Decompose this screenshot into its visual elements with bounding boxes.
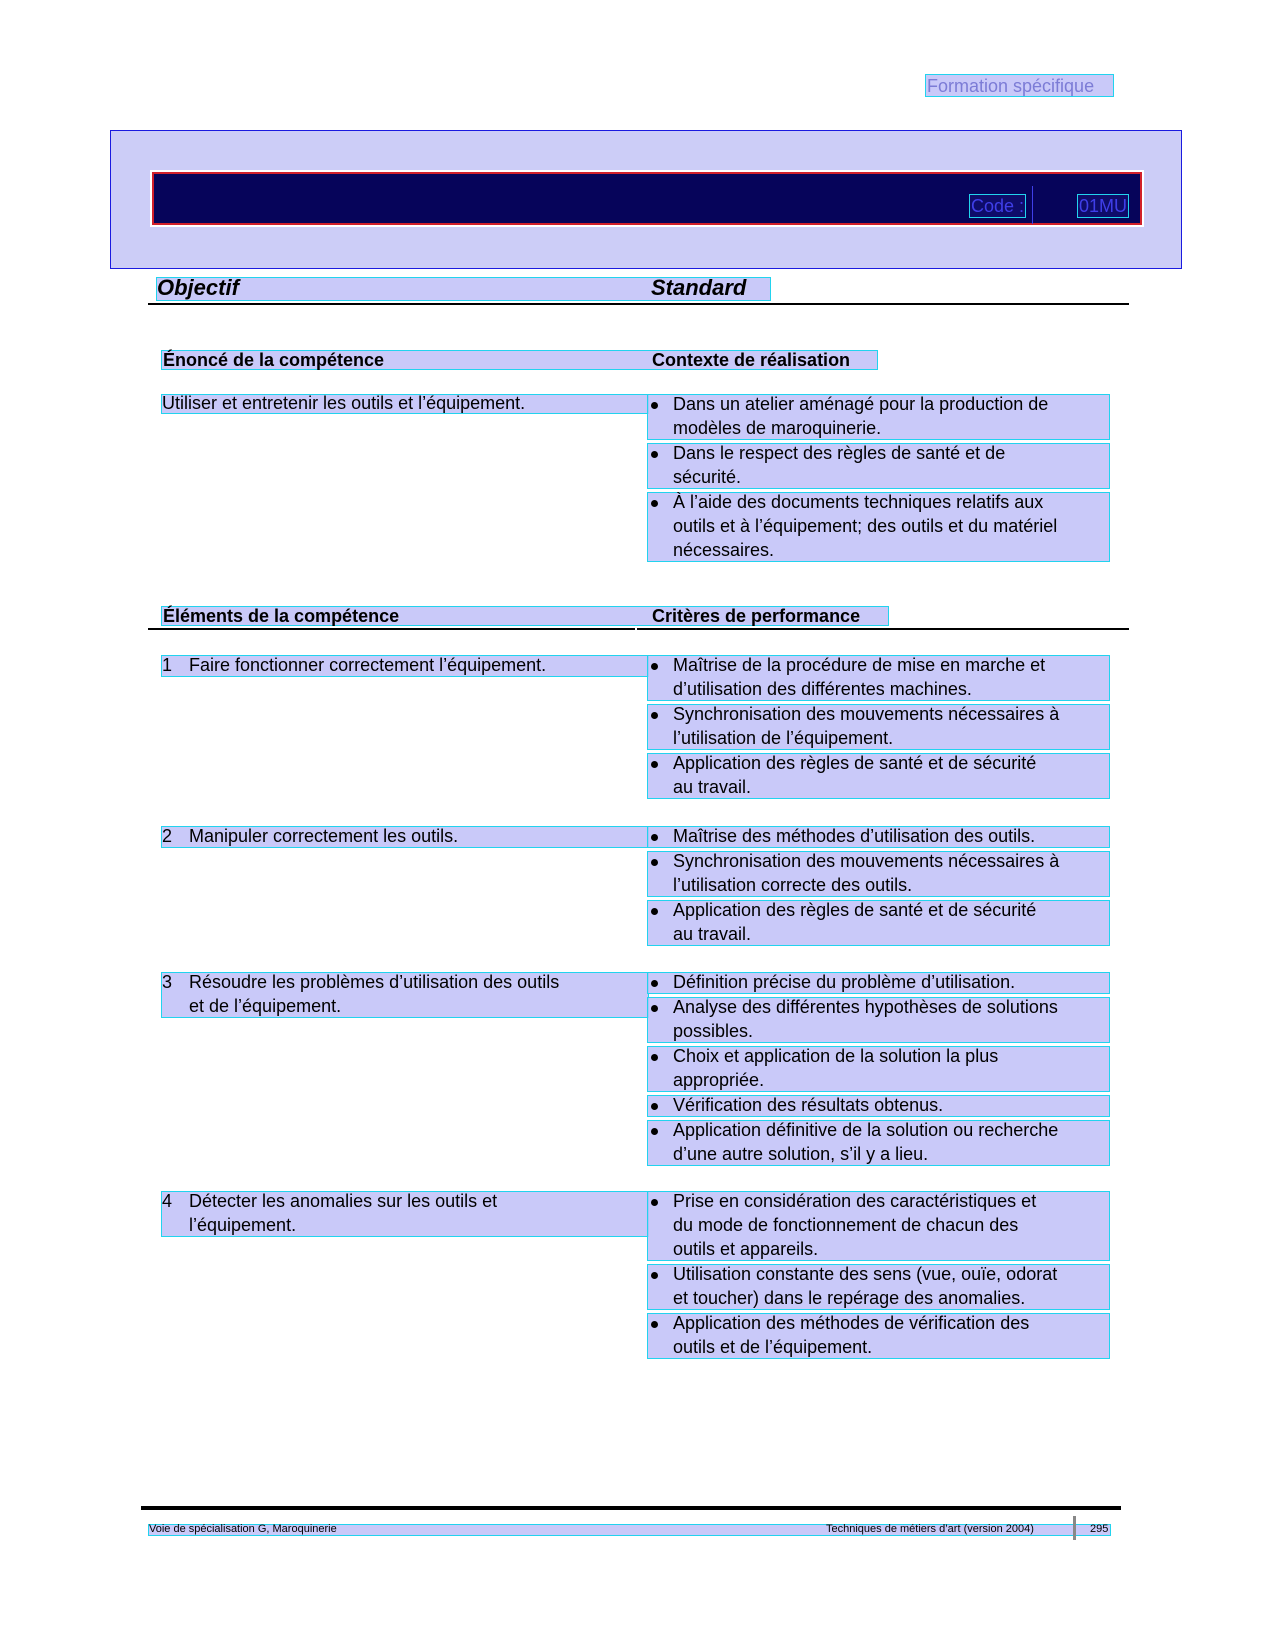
code-label: Code :: [971, 196, 1025, 216]
elements-title: Éléments de la compétence: [163, 606, 400, 626]
criterion-4-1-text: outils et appareils.: [673, 1239, 819, 1259]
element-1-text: Faire fonctionner correctement l’équipement.: [189, 655, 547, 675]
criterion-1-2-text: l’utilisation de l’équipement.: [673, 728, 894, 748]
competence-statement: Utiliser et entretenir les outils et l’équipement.: [162, 393, 526, 413]
criterion-1-3-text: Application des règles de santé et de sécurité: [673, 753, 1037, 773]
criterion-2-2-text: l’utilisation correcte des outils.: [673, 875, 913, 895]
element-4-text: l’équipement.: [189, 1215, 297, 1235]
criterion-2-2-dot: [651, 859, 658, 866]
criterion-2-3-text: au travail.: [673, 924, 752, 944]
footer-rule: [141, 1506, 1121, 1510]
context-bullet-3-text: À l’aide des documents techniques relatifs aux: [673, 492, 1044, 512]
criterion-2-1-text: Maîtrise des méthodes d’utilisation des outils.: [673, 826, 1036, 846]
title-bar: [150, 170, 1144, 227]
criterion-2-1-dot: [651, 834, 658, 841]
criterion-4-2-text: Utilisation constante des sens (vue, ouïe, odorat: [673, 1264, 1058, 1284]
criterion-3-1-text: Définition précise du problème d’utilisation.: [673, 972, 1016, 992]
criterion-3-5-dot: [651, 1128, 658, 1135]
criterion-3-4-dot: [651, 1103, 658, 1110]
criterion-1-1-text: d’utilisation des différentes machines.: [673, 679, 972, 699]
context-bullet-3-dot: [651, 500, 658, 507]
element-3-text: Résoudre les problèmes d’utilisation des outils: [189, 972, 560, 992]
header-rule: [148, 303, 1129, 305]
criterion-3-4-text: Vérification des résultats obtenus.: [673, 1095, 944, 1115]
context-bullet-1-dot: [651, 402, 658, 409]
criterion-2-2-text: Synchronisation des mouvements nécessaires à: [673, 851, 1060, 871]
contexte-title: Contexte de réalisation: [652, 350, 851, 370]
criterion-3-3-text: appropriée.: [673, 1070, 765, 1090]
context-bullet-2-text: sécurité.: [673, 467, 742, 487]
criterion-1-2-dot: [651, 712, 658, 719]
context-bullet-3-text: outils et à l’équipement; des outils et du matériel: [673, 516, 1058, 536]
context-bullet-3-text: nécessaires.: [673, 540, 775, 560]
context-bullet-2-text: Dans le respect des règles de santé et de: [673, 443, 1006, 463]
criterion-1-1-dot: [651, 663, 658, 670]
criterion-3-2-text: Analyse des différentes hypothèses de solutions: [673, 997, 1058, 1017]
criterion-1-2-text: Synchronisation des mouvements nécessaires à: [673, 704, 1060, 724]
context-bullet-1-text: modèles de maroquinerie.: [673, 418, 882, 438]
footer-page-separator: [1073, 1516, 1076, 1540]
elements-rule-left: [148, 628, 635, 630]
criterion-1-3-text: au travail.: [673, 777, 752, 797]
criterion-3-3-text: Choix et application de la solution la plus: [673, 1046, 999, 1066]
criterion-4-1-dot: [651, 1199, 658, 1206]
title-bar-fill: [152, 172, 1142, 225]
element-number: 2: [162, 826, 173, 846]
footer-left: Voie de spécialisation G, Maroquinerie: [149, 1523, 337, 1535]
code-value: 01MU: [1079, 196, 1128, 216]
criterion-4-2-dot: [651, 1272, 658, 1279]
footer-right: Techniques de métiers d’art (version 2004): [826, 1523, 1034, 1535]
criterion-3-1-dot: [651, 980, 658, 987]
criterion-3-3-dot: [651, 1054, 658, 1061]
criterion-3-5-text: Application définitive de la solution ou recherche: [673, 1120, 1059, 1140]
context-bullet-2-dot: [651, 451, 658, 458]
element-2-text: Manipuler correctement les outils.: [189, 826, 459, 846]
criterion-4-1-text: du mode de fonctionnement de chacun des: [673, 1215, 1019, 1235]
criterion-1-3-dot: [651, 761, 658, 768]
formation-label: Formation spécifique: [927, 76, 1095, 96]
criterion-2-3-dot: [651, 908, 658, 915]
criterion-4-3-text: outils et de l’équipement.: [673, 1337, 873, 1357]
criterion-1-1-text: Maîtrise de la procédure de mise en marche et: [673, 655, 1046, 675]
element-4-text: Détecter les anomalies sur les outils et: [189, 1191, 498, 1211]
element-3-text: et de l’équipement.: [189, 996, 342, 1016]
objectif-heading: Objectif: [157, 275, 239, 300]
criterion-2-3-text: Application des règles de santé et de sécurité: [673, 900, 1037, 920]
criterion-4-3-dot: [651, 1321, 658, 1328]
element-number: 3: [162, 972, 173, 992]
criterion-3-2-dot: [651, 1005, 658, 1012]
code-separator: [1032, 186, 1033, 224]
standard-heading: Standard: [651, 275, 747, 300]
footer-page-number: 295: [1090, 1523, 1109, 1535]
element-number: 1: [162, 655, 173, 675]
element-number: 4: [162, 1191, 173, 1211]
elements-rule-right: [637, 628, 1129, 630]
context-bullet-1-text: Dans un atelier aménagé pour la production de: [673, 394, 1049, 414]
criterion-4-3-text: Application des méthodes de vérification des: [673, 1313, 1030, 1333]
enonce-title: Énoncé de la compétence: [163, 350, 385, 370]
criterion-4-2-text: et toucher) dans le repérage des anomalies.: [673, 1288, 1026, 1308]
criterion-3-5-text: d’une autre solution, s’il y a lieu.: [673, 1144, 929, 1164]
criteres-title: Critères de performance: [652, 606, 861, 626]
criterion-4-1-text: Prise en considération des caractéristiques et: [673, 1191, 1037, 1211]
criterion-3-2-text: possibles.: [673, 1021, 754, 1041]
